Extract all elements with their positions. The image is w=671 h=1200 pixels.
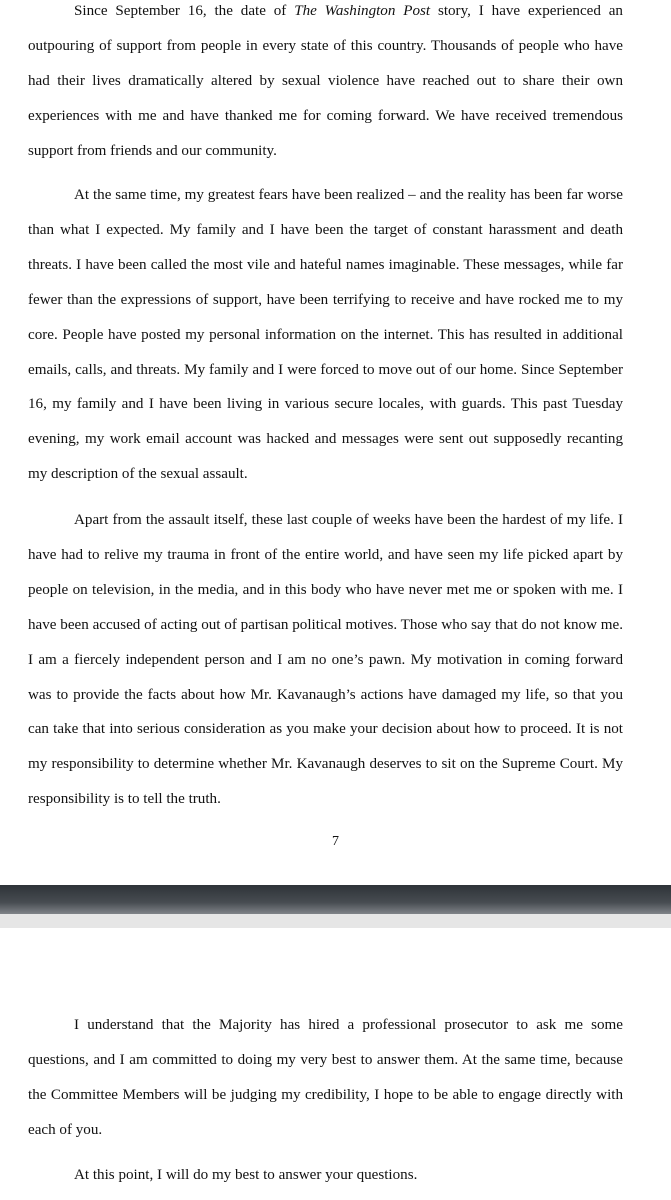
page-number: 7 <box>332 834 339 849</box>
paragraph-text <box>28 0 623 169</box>
paragraph-prosecutor <box>28 1008 623 1148</box>
paragraph-washington-post-support <box>28 0 623 169</box>
newspaper-title: The Washington Post <box>294 3 431 19</box>
paragraph-hardest-weeks <box>28 503 623 817</box>
paragraph-text: At this point, I will do my best to answer your questions. <box>74 1167 418 1183</box>
page-separator <box>0 885 671 928</box>
paragraph-fears-realized <box>28 178 623 492</box>
paragraph-text-end: story, I have experienced an outpouring of support from people in every state of this country. Thousands of people who have had their lives dramatically altered by sexual violence have reached out to share their own experiences with me and have thanked me for coming forward. We have received tremendous support from friends and our community. <box>28 3 623 159</box>
paragraph-text: I understand that the Majority has hired a professional prosecutor to ask me some questions, and I am committed to doing my very best to answer them. At the same time, because the Committee Members will be judging my credibility, I hope to be able to engage directly with each of you. <box>28 1017 623 1138</box>
page-separator-band <box>0 885 671 914</box>
paragraph-text: Apart from the assault itself, these last couple of weeks have been the hardest of my life. I have had to relive my trauma in front of the entire world, and have seen my life picked apart by people on television, in the media, and in this body who have never met me or spoken with me. I have been accused of acting out of partisan political motives. Those who say that do not know me. I am a fiercely independent person and I am no one’s pawn. My motivation in coming forward was to provide the facts about how Mr. Kavanaugh’s actions have damaged my life, so that you can take that into serious consideration as you make your decision about how to proceed. It is not my responsibility to determine whether Mr. Kavanaugh deserves to sit on the Supreme Court. My responsibility is to tell the truth. <box>28 512 623 808</box>
paragraph-text: At the same time, my greatest fears have been realized – and the reality has been far worse than what I expected. My family and I have been the target of constant harassment and death threats. I have been called the most vile and hateful names imaginable. These messages, while far fewer than the expressions of support, have been terrifying to receive and have rocked me to my core. People have posted my personal information on the internet. This has resulted in additional emails, calls, and threats. My family and I were forced to move out of our home. Since September 16, my family and I have been living in various secure locales, with guards. This past Tuesday evening, my work email account was hacked and messages were sent out supposedly recanting my description of the sexual assault. <box>28 187 623 483</box>
paragraph-text-start: Since September 16, the date of <box>74 3 295 19</box>
paragraph-answer-questions <box>28 1158 623 1193</box>
